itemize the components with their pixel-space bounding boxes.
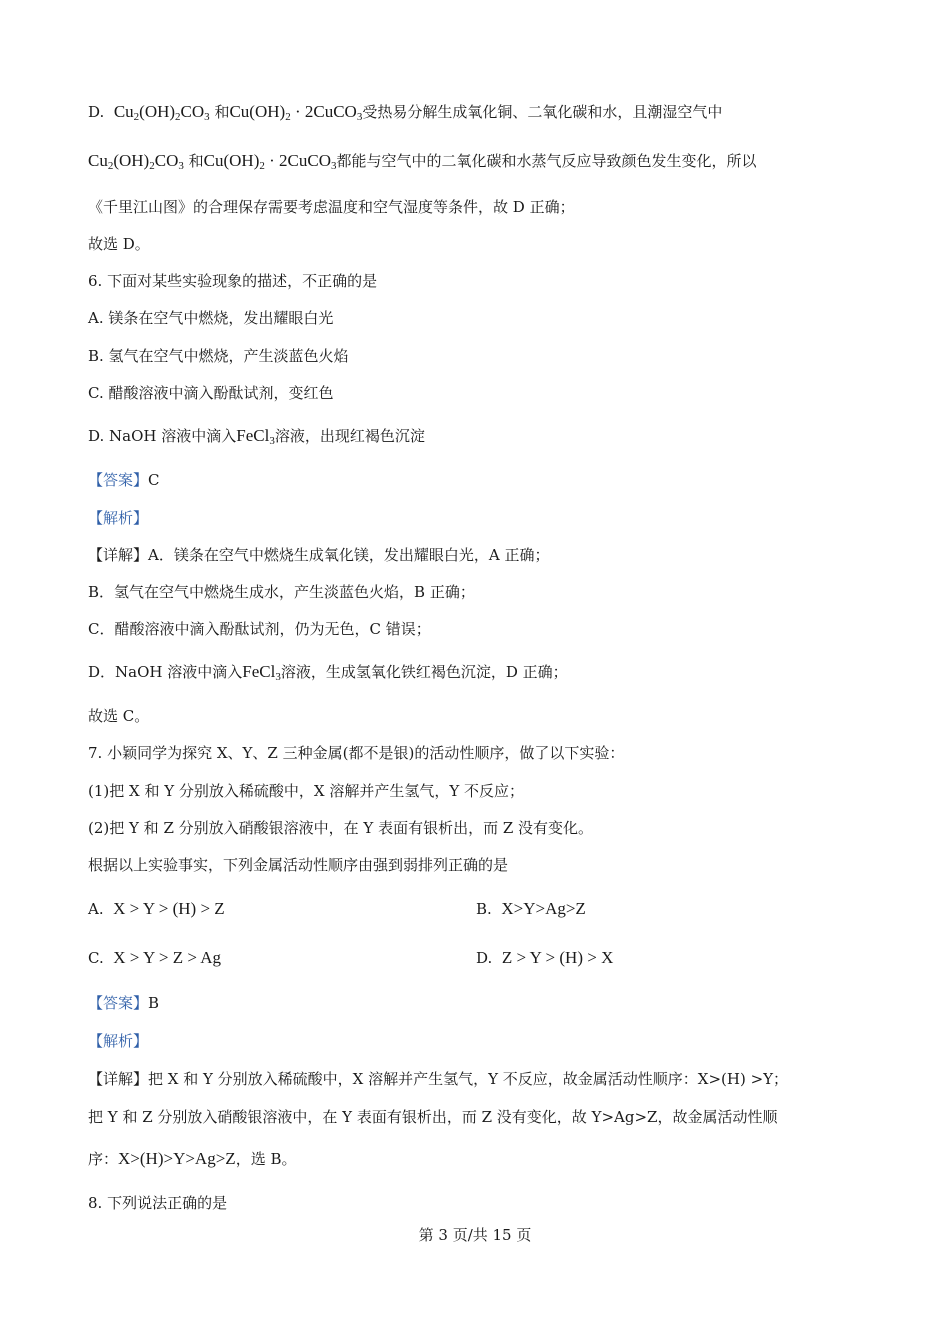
answer-value: B bbox=[148, 994, 160, 1012]
q6-option-c: C. 醋酸溶液中滴入酚酞试剂，变红色 bbox=[88, 384, 334, 402]
q7-stem: 7. 小颖同学为探究 X、Y、Z 三种金属(都不是银)的活动性顺序，做了以下实验： bbox=[88, 744, 625, 762]
q6-stem: 6. 下面对某些实验现象的描述，不正确的是 bbox=[88, 272, 378, 290]
q6-option-b: B. 氢气在空气中燃烧，产生淡蓝色火焰 bbox=[88, 347, 349, 365]
q7-b-text: X>Y>Ag>Z bbox=[501, 899, 586, 918]
q7-option-d bbox=[476, 947, 613, 969]
q7-answer bbox=[88, 992, 159, 1014]
answer-value: C bbox=[148, 471, 160, 489]
q7-step-2: (2)把 Y 和 Z 分别放入硝酸银溶液中，在 Y 表面有银析出，而 Z 没有变化。 bbox=[88, 819, 594, 837]
q6-d-pre: D. NaOH 溶液中滴入 bbox=[88, 427, 237, 445]
q7-option-a bbox=[88, 898, 225, 920]
q7-e3-pre: 序： bbox=[88, 1150, 119, 1168]
q6-option-a: A. 镁条在空气中燃烧，发出耀眼白光 bbox=[88, 309, 334, 327]
q5-option-d-line1 bbox=[88, 101, 722, 123]
q7-b-label: B. bbox=[476, 900, 492, 918]
q6-e4-post: 溶液，生成氢氧化铁红褐色沉淀，D 正确； bbox=[280, 663, 568, 681]
detail-tag: 【详解】 bbox=[88, 1070, 149, 1088]
q5-line3: 《千里江山图》的合理保存需要考虑温度和空气湿度等条件，故 D 正确； bbox=[88, 198, 575, 216]
q5-and-1: 和 bbox=[214, 103, 230, 121]
formula-ferric-chloride: FeCl$_3$ bbox=[236, 426, 275, 447]
formula-copper-hydroxide-carbonate: $Cu(OH)_2$ · 2CuCO$_3$ bbox=[229, 102, 363, 123]
q7-step-1: (1)把 X 和 Y 分别放入稀硫酸中，X 溶解并产生氢气，Y 不反应； bbox=[88, 782, 525, 800]
analysis-tag: 【解析】 bbox=[88, 509, 149, 527]
q7-a-label: A. bbox=[88, 900, 104, 918]
q7-d-text: Z > Y > (H) > X bbox=[501, 948, 614, 967]
q6-e4-pre: D．NaOH 溶液中滴入 bbox=[88, 663, 243, 681]
answer-tag: 【答案】 bbox=[88, 471, 149, 489]
q7-detail-1 bbox=[88, 1068, 788, 1090]
q7-analysis bbox=[88, 1030, 148, 1052]
q5-option-d-line2 bbox=[88, 150, 757, 172]
detail-tag: 【详解】 bbox=[88, 546, 149, 564]
q5-and-2: 和 bbox=[188, 152, 204, 170]
q7-e3-formula: X>(H)>Y>Ag>Z bbox=[118, 1149, 236, 1168]
formula-copper-hydroxide-carbonate-2: $Cu(OH)_2$ · 2CuCO$_3$ bbox=[203, 151, 337, 172]
answer-tag: 【答案】 bbox=[88, 994, 149, 1012]
formula-ferric-chloride-2: FeCl$_3$ bbox=[242, 662, 281, 683]
q5-conclusion: 故选 D。 bbox=[88, 235, 150, 253]
q6-detail-3: C．醋酸溶液中滴入酚酞试剂，仍为无色，C 错误； bbox=[88, 620, 431, 638]
q7-e3-post: ，选 B。 bbox=[235, 1150, 297, 1168]
formula-basic-copper-carbonate: $Cu_2(OH)_2CO_3$ bbox=[113, 102, 210, 123]
q6-e1: A．镁条在空气中燃烧生成氧化镁，发出耀眼白光，A 正确； bbox=[148, 546, 550, 564]
formula-basic-copper-carbonate-2: $Cu_2(OH)_2CO_3$ bbox=[88, 151, 184, 172]
q7-option-c bbox=[88, 947, 221, 969]
q5-text-1: 受热易分解生成氧化铜、二氧化碳和水，且潮湿空气中 bbox=[362, 103, 723, 121]
q6-conclusion: 故选 C。 bbox=[88, 707, 150, 725]
q7-question: 根据以上实验事实，下列金属活动性顺序由强到弱排列正确的是 bbox=[88, 856, 509, 874]
q7-option-b bbox=[476, 898, 586, 920]
q6-detail-4 bbox=[88, 661, 568, 683]
q5-text-2: 都能与空气中的二氧化碳和水蒸气反应导致颜色发生变化，所以 bbox=[336, 152, 757, 170]
q7-detail-2: 把 Y 和 Z 分别放入硝酸银溶液中，在 Y 表面有银析出，而 Z 没有变化，故 Y>Ag>Z，故金属活动性顺 bbox=[88, 1108, 778, 1126]
analysis-tag: 【解析】 bbox=[88, 1032, 149, 1050]
q8-stem: 8. 下列说法正确的是 bbox=[88, 1194, 228, 1212]
q5-d-label: D. bbox=[88, 103, 105, 121]
q7-d-label: D. bbox=[476, 949, 493, 967]
q7-e1: 把 X 和 Y 分别放入稀硫酸中，X 溶解并产生氢气，Y 不反应，故金属活动性顺序：X>(H) >Y； bbox=[148, 1070, 789, 1088]
q6-detail-1 bbox=[88, 544, 549, 566]
q7-c-text: X > Y > Z > Ag bbox=[113, 948, 222, 967]
q6-d-post: 溶液，出现红褐色沉淀 bbox=[274, 427, 425, 445]
q7-c-label: C. bbox=[88, 949, 104, 967]
q6-detail-2: B．氢气在空气中燃烧生成水，产生淡蓝色火焰，B 正确； bbox=[88, 583, 475, 601]
q7-detail-3 bbox=[88, 1148, 296, 1170]
page-number: 第 3 页/共 15 页 bbox=[418, 1226, 532, 1244]
q7-a-text: X > Y > (H) > Z bbox=[113, 899, 225, 918]
q6-option-d bbox=[88, 425, 425, 447]
q6-answer bbox=[88, 469, 160, 491]
q6-analysis bbox=[88, 507, 148, 529]
